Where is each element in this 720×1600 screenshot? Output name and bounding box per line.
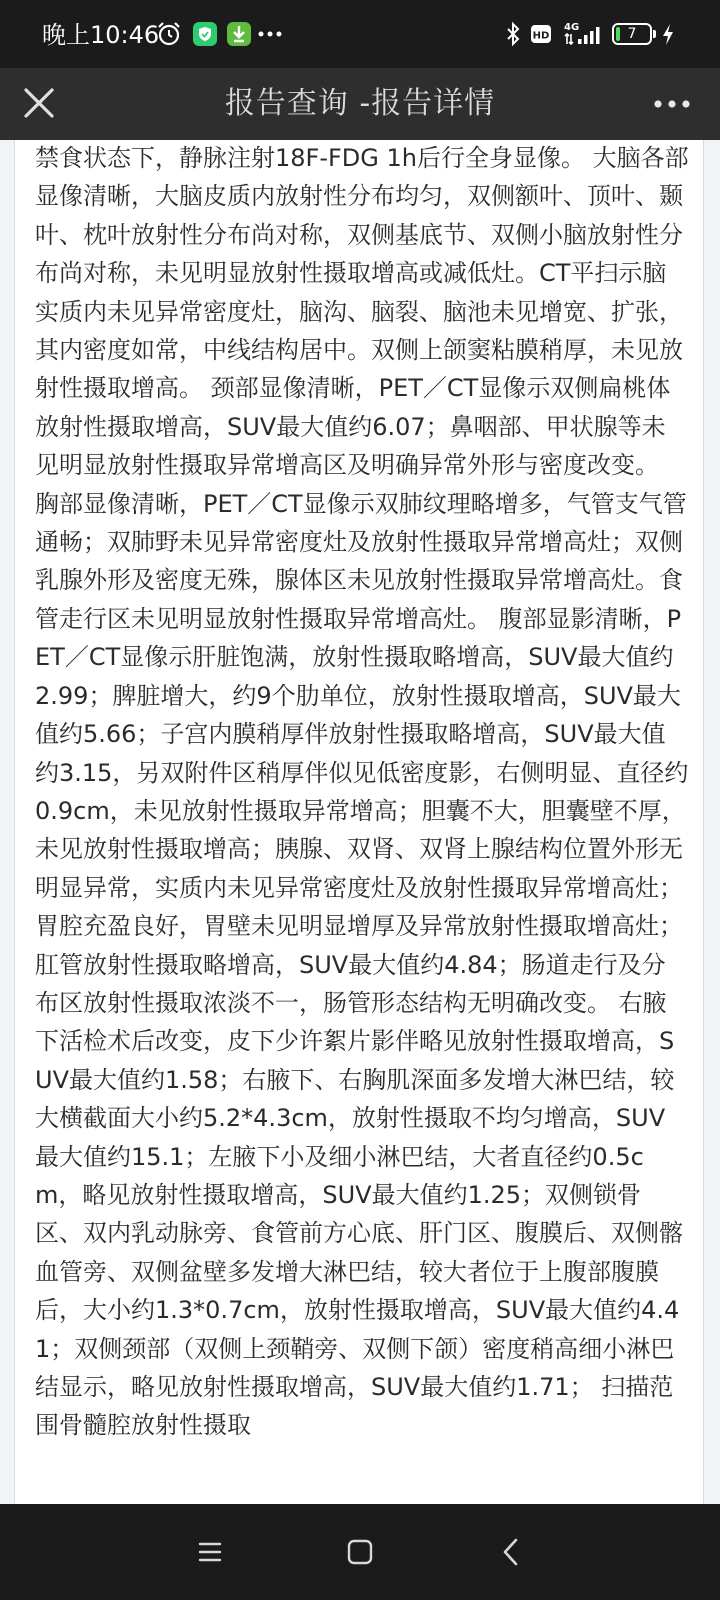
app-header (0, 68, 720, 140)
system-nav-bar (0, 1504, 720, 1600)
svg-text:4G: 4G (564, 22, 580, 33)
shield-app-icon (192, 20, 218, 48)
home-square-icon[interactable] (342, 1534, 378, 1570)
page-title: 报告查询 -报告详情 (224, 86, 496, 121)
svg-text:HD: HD (532, 30, 550, 42)
download-app-icon (226, 20, 252, 48)
more-dots-icon (258, 20, 282, 48)
status-bar (0, 0, 720, 68)
battery-level: 7 (627, 26, 637, 42)
close-icon[interactable] (18, 82, 62, 126)
signal-icon (562, 20, 604, 48)
report-findings-text: 禁食状态下，静脉注射18F-FDG 1h后行全身显像。 大脑各部显像清晰，大脑皮质内放射性分布均匀，双侧额叶、顶叶、颞叶、枕叶放射性分布尚对称，双侧基底节、双侧小脑放射性分布尚对称，未见明显放射性摄取增高或减低灶。CT平扫示脑实质内未见异常密度灶，脑沟、脑裂、脑池未见增宽、扩张，其内密度如常，中线结构居中。双侧上颌窦粘膜稍厚，未见放射性摄取增高。 颈部显像清晰，PET／CT显像示双侧扁桃体放射性摄取增高，SUV最大值约6.07；鼻咽部、甲状腺等未见明显放射性摄取异常增高区及明确异常外形与密度改变。 胸部显像清晰，PET／CT显像示双肺纹理略增多，气管支气管通畅；双肺野未见异常密度灶及放射性摄取异常增高灶；双侧乳腺外形及密度无殊，腺体区未见放射性摄取异常增高灶。食管走行区未见明显放射性摄取异常增高灶。 腹部显影清晰，PET／CT显像示肝脏饱满，放射性摄取略增高，SUV最大值约2.99；脾脏增大，约9个肋单位，放射性摄取增高，SUV最大值约5.66；子宫内膜稍厚伴放射性摄取略增高，SUV最大值约3.15，另双附件区稍厚伴似见低密度影，右侧明显、直径约0.9cm，未见放射性摄取异常增高；胆囊不大，胆囊壁不厚，未见放射性摄取增高；胰腺、双肾、双肾上腺结构位置外形无明显异常，实质内未见异常密度灶及放射性摄取异常增高灶；胃腔充盈良好，胃壁未见明显增厚及异常放射性摄取增高灶；肛管放射性摄取略增高，SUV最大值约4.84；肠道走行及分布区放射性摄取浓淡不一，肠管形态结构无明确改变。 右腋下活检术后改变，皮下少许絮片影伴略见放射性摄取增高，SUV最大值约1.58；右腋下、右胸肌深面多发增大淋巴结，较大横截面大小约5.2*4.3cm，放射性摄取不均匀增高，SUV最大值约15.1；左腋下小及细小淋巴结，大者直径约0.5cm，略见放射性摄取增高，SUV最大值约1.25；双侧锁骨区、双内乳动脉旁、食管前方心底、肝门区、腹膜后、双侧髂血管旁、双侧盆壁多发增大淋巴结，较大者位于上腹部腹膜后，大小约1.3*0.7cm，放射性摄取增高，SUV最大值约4.41；双侧颈部（双侧上颈鞘旁、双侧下颌）密度稍高细小淋巴结显示，略见放射性摄取增高，SUV最大值约1.71； 扫描范围骨髓腔放射性摄取 (35, 144, 689, 1440)
status-time: 晚上10:46 (42, 21, 160, 49)
bluetooth-icon (504, 20, 522, 48)
alarm-icon (156, 20, 182, 48)
more-horizontal-icon[interactable] (652, 90, 692, 118)
charging-icon (660, 20, 676, 48)
battery-icon (612, 23, 652, 45)
content-area[interactable] (0, 140, 720, 1504)
report-card (14, 140, 704, 1504)
menu-icon[interactable] (192, 1534, 228, 1570)
hd-icon (530, 20, 552, 48)
back-chevron-icon[interactable] (494, 1534, 530, 1570)
